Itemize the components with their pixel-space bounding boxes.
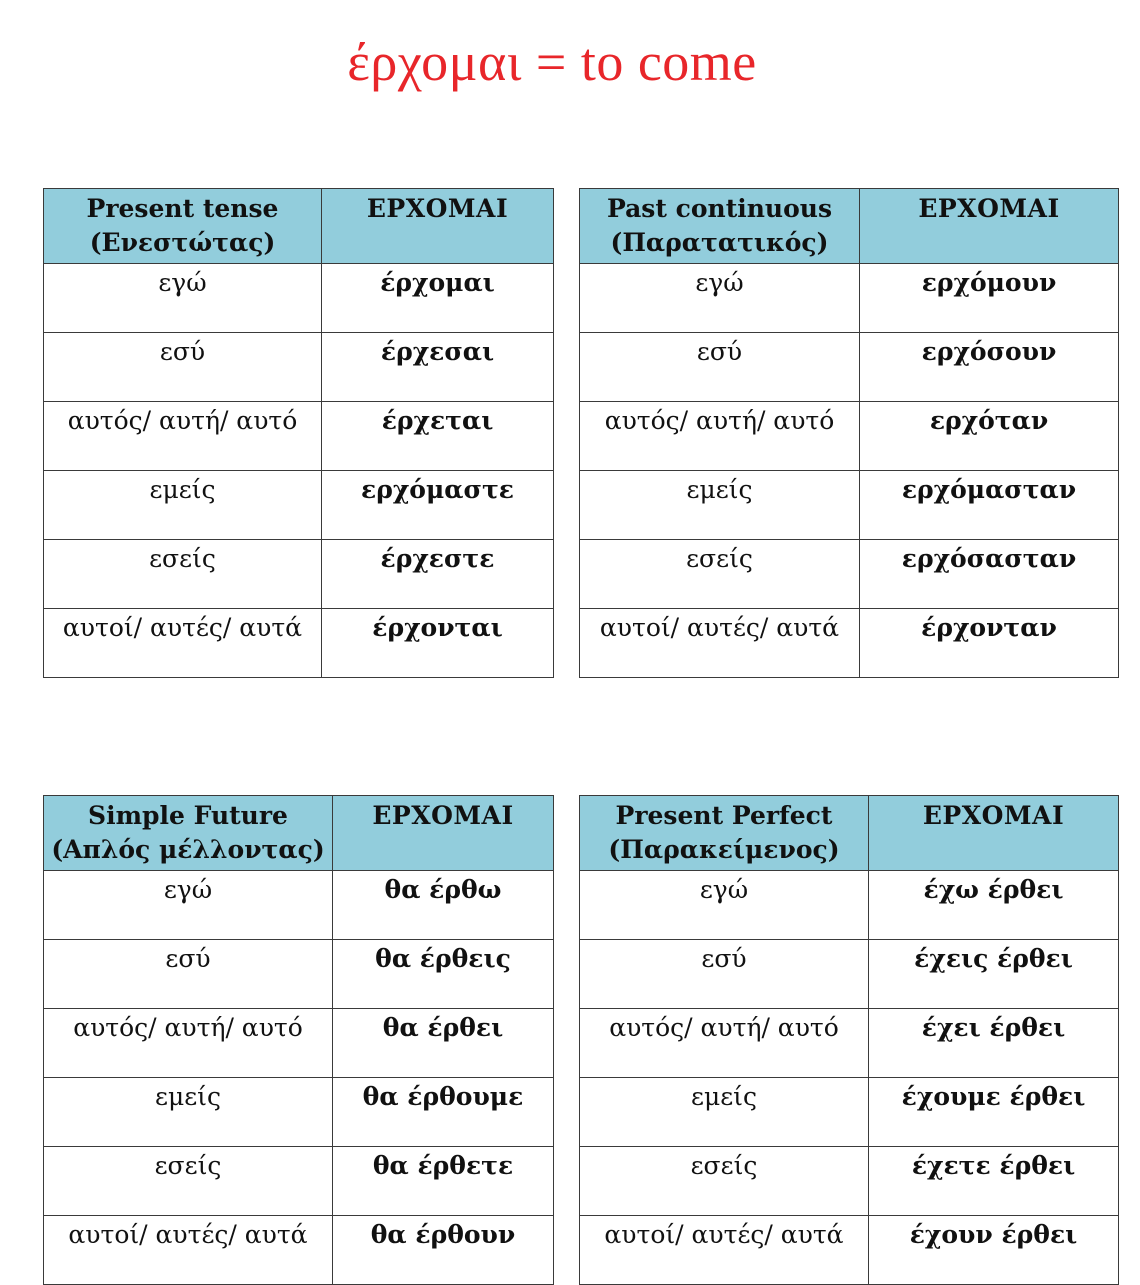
pronoun-cell: αυτός/ αυτή/ αυτό [44,402,322,471]
tense-name: Simple Future [88,801,288,830]
pronoun-cell: εμείς [44,1078,333,1147]
verb-form-cell: θα έρθουν [333,1216,554,1285]
table-row [44,1078,554,1147]
pronoun-cell: εγώ [44,264,322,333]
verb-form-cell: ερχόμαστε [322,471,554,540]
tense-name: Past continuous [606,194,833,223]
verb-form-cell: έχετε έρθει [869,1147,1119,1216]
pronoun-cell: εγώ [44,871,333,940]
verb-form-cell: ερχόσασταν [860,540,1119,609]
pronoun-cell: εσείς [580,540,860,609]
pronoun-cell: εμείς [580,471,860,540]
verb-form-cell: έρχονταν [860,609,1119,678]
verb-header: ΕΡΧΟΜΑΙ [322,189,554,264]
present-perfect-table [579,795,1119,1285]
verb-form-cell: θα έρθεις [333,940,554,1009]
pronoun-cell: αυτοί/ αυτές/ αυτά [44,609,322,678]
table-row [44,264,554,333]
table-row [44,1147,554,1216]
pronoun-cell: εγώ [580,264,860,333]
table-row [44,940,554,1009]
page-title: έρχομαι = to come [347,32,757,92]
pronoun-cell: εσύ [580,333,860,402]
verb-form-cell: θα έρθει [333,1009,554,1078]
table-row [44,609,554,678]
table-row [580,264,1119,333]
table-row [44,402,554,471]
tense-greek-name: (Ενεστώτας) [89,228,276,257]
verb-form-cell: έρχονται [322,609,554,678]
tense-greek-name: (Απλός μέλλοντας) [51,835,325,864]
verb-form-cell: ερχόμασταν [860,471,1119,540]
table-row [580,1216,1119,1285]
table-header-row [580,796,1119,871]
verb-form-cell: έρχομαι [322,264,554,333]
simple-future-table [43,795,554,1285]
verb-form-cell: ερχόσουν [860,333,1119,402]
pronoun-cell: εσύ [44,940,333,1009]
pronoun-cell: εσείς [44,540,322,609]
tense-name: Present Perfect [615,801,833,830]
verb-form-cell: θα έρθω [333,871,554,940]
pronoun-cell: εσύ [580,940,869,1009]
table-row [580,402,1119,471]
verb-form-cell: ερχόμουν [860,264,1119,333]
pronoun-cell: αυτός/ αυτή/ αυτό [44,1009,333,1078]
verb-header: ΕΡΧΟΜΑΙ [333,796,554,871]
table-row [44,871,554,940]
verb-header: ΕΡΧΟΜΑΙ [860,189,1119,264]
pronoun-cell: εσύ [44,333,322,402]
pronoun-cell: εσείς [44,1147,333,1216]
verb-header: ΕΡΧΟΜΑΙ [869,796,1119,871]
present-tense-table [43,188,554,678]
table-row [580,333,1119,402]
pronoun-cell: αυτός/ αυτή/ αυτό [580,1009,869,1078]
past-continuous-table [579,188,1119,678]
pronoun-cell: αυτοί/ αυτές/ αυτά [580,609,860,678]
verb-form-cell: έρχεστε [322,540,554,609]
verb-form-cell: ερχόταν [860,402,1119,471]
table-row [44,540,554,609]
table-row [44,1216,554,1285]
pronoun-cell: εσείς [580,1147,869,1216]
table-row [580,609,1119,678]
tense-header [580,796,869,871]
tense-header [44,189,322,264]
verb-form-cell: έχω έρθει [869,871,1119,940]
table-row [580,471,1119,540]
pronoun-cell: εμείς [44,471,322,540]
tense-greek-name: (Παρακείμενος) [608,835,840,864]
table-row [580,1147,1119,1216]
table-row [44,471,554,540]
table-row [580,1009,1119,1078]
pronoun-cell: αυτός/ αυτή/ αυτό [580,402,860,471]
tense-greek-name: (Παρατατικός) [610,228,829,257]
table-row [580,871,1119,940]
pronoun-cell: αυτοί/ αυτές/ αυτά [44,1216,333,1285]
tense-name: Present tense [86,194,279,223]
table-row [580,1078,1119,1147]
verb-form-cell: έρχεσαι [322,333,554,402]
table-header-row [44,189,554,264]
verb-form-cell: έχουμε έρθει [869,1078,1119,1147]
verb-form-cell: θα έρθουμε [333,1078,554,1147]
verb-form-cell: έχουν έρθει [869,1216,1119,1285]
pronoun-cell: αυτοί/ αυτές/ αυτά [580,1216,869,1285]
verb-form-cell: θα έρθετε [333,1147,554,1216]
pronoun-cell: εγώ [580,871,869,940]
table-row [580,540,1119,609]
tense-header [580,189,860,264]
verb-form-cell: έχεις έρθει [869,940,1119,1009]
table-header-row [44,796,554,871]
verb-form-cell: έρχεται [322,402,554,471]
table-header-row [580,189,1119,264]
table-row [44,333,554,402]
verb-form-cell: έχει έρθει [869,1009,1119,1078]
pronoun-cell: εμείς [580,1078,869,1147]
table-row [44,1009,554,1078]
tense-header [44,796,333,871]
table-row [580,940,1119,1009]
